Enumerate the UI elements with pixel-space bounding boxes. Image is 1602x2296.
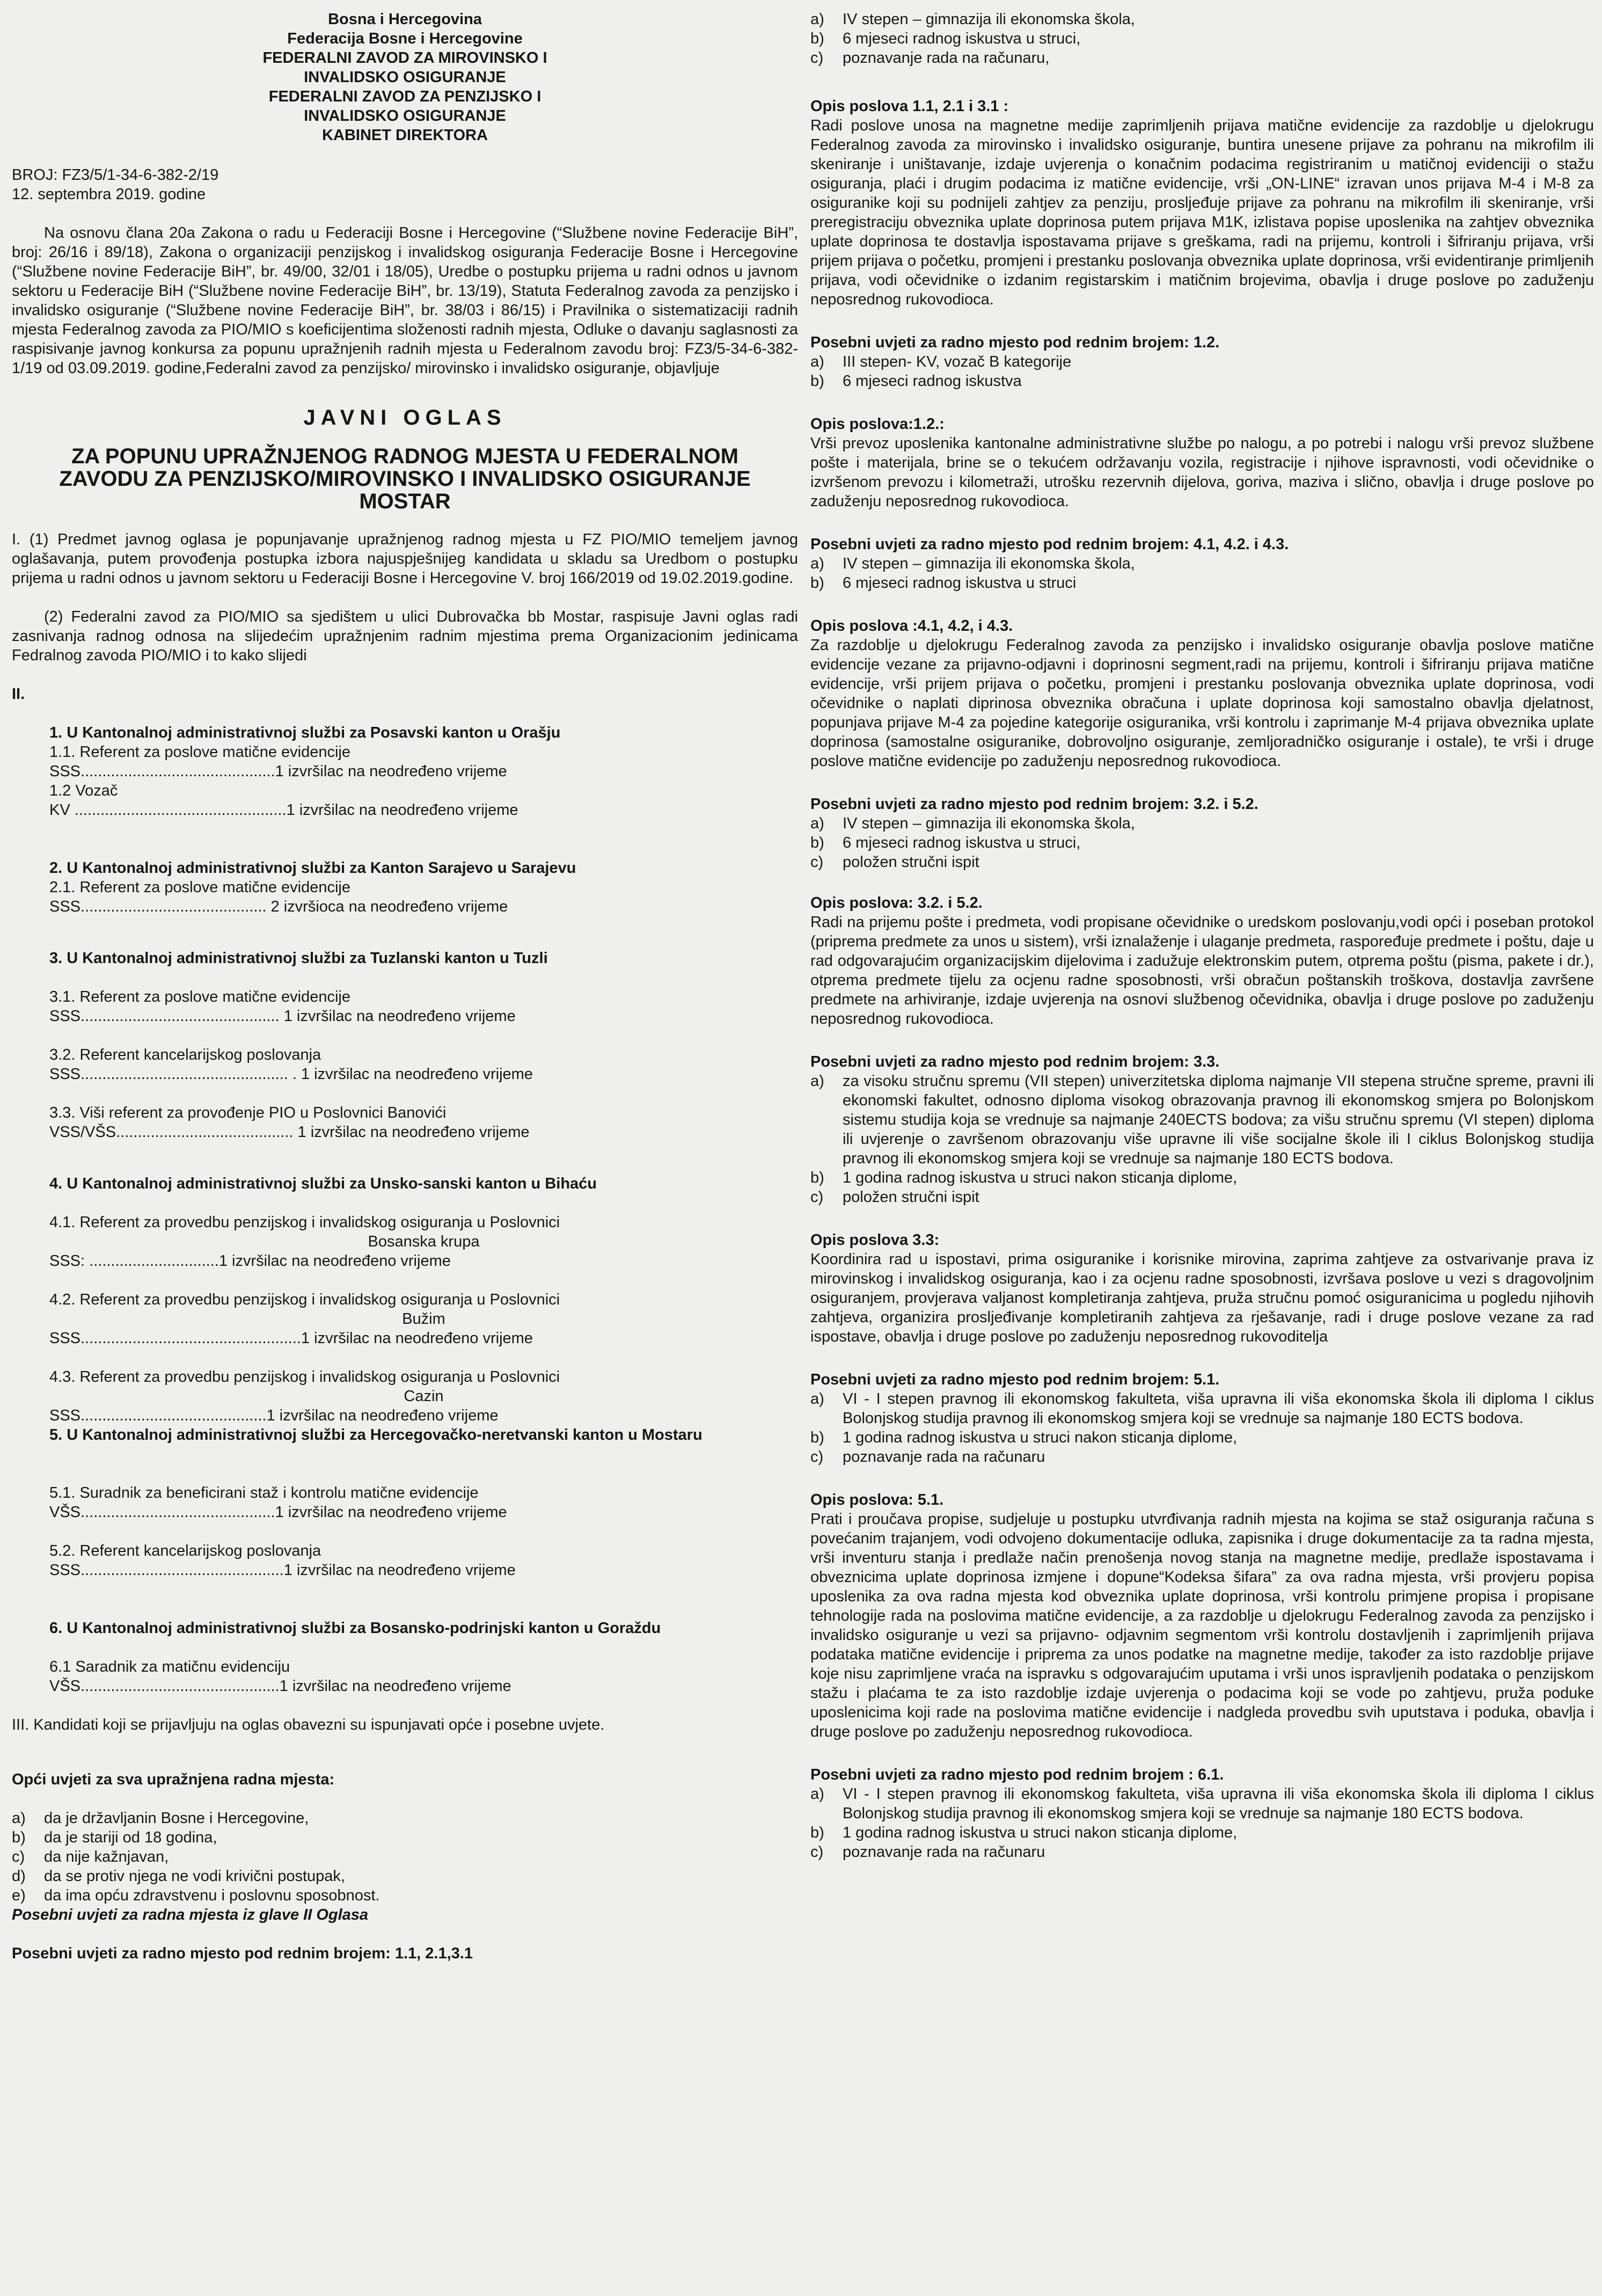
list-item <box>810 10 1594 29</box>
list-item <box>810 1447 1594 1467</box>
job-description-title: Opis poslova:1.2.: <box>810 416 945 433</box>
intro-paragraph: Na osnovu člana 20a Zakona o radu u Federaciji Bosne i Hercegovine (“Službene novine Federacije BiH”, broj: 26/16 i 89/18), Zakona o organizaciji penzijskog i invalidskog osiguranja Federacije Bosne i Hercegovine (“Službene novine Federacije BiH”, br. 49/00, 32/01 i 18/05), Uredbe o postupku prijema u radni odnos u javnom sektoru u Federacije BiH (“Službene novine Federacije BiH”, br. 13/19), Statuta Federalnog zavoda za penzijsko i invalidsko osiguranje (“Službene novine Federacije BiH”, br. 38/03 i 86/15) i Pravilnika o sistematizaciji radnih mjesta Federalnog zavoda za PIO/MIO s koeficijentima složenosti radnih mjesta, Odluke o davanju saglasnosti za raspisivanje javnog konkursa za popunu upražnjenih radnih mjesta u Federalnom zavodu broj: FZ3/5-34-6-382-1/19 od 03.09.2019. godine,Federalni zavod za penzijsko/ mirovinsko i invalidsko osiguranje, objavljuje <box>12 224 798 377</box>
list-item <box>12 1809 798 1828</box>
list-item <box>810 29 1594 48</box>
position-title: 1.1. Referent za poslove matične evidencije <box>49 744 350 761</box>
special-conditions-title: Posebni uvjeti za radno mjesto pod rednim brojem: 4.1, 4.2. i 4.3. <box>810 536 1289 553</box>
list-letter: c) <box>12 1848 25 1865</box>
unit-title: 4. U Kantonalnoj administrativnoj službi za Unsko-sanski kanton u Bihaću <box>49 1175 597 1192</box>
job-description-title: Opis poslova :4.1, 4.2, i 4.3. <box>810 617 1013 635</box>
job-description-title: Opis poslova 1.1, 2.1 i 3.1 : <box>810 98 1009 115</box>
list-letter: e) <box>12 1887 26 1904</box>
position-title: 4.2. Referent za provedbu penzijskog i invalidskog osiguranja u Poslovnici <box>49 1291 560 1308</box>
position-count: VSS/VŠS......................................... 1 izvršilac na neodređeno vrijeme <box>49 1124 530 1141</box>
header-line: INVALIDSKO OSIGURANJE <box>304 69 506 86</box>
header-line: KABINET DIREKTORA <box>322 127 488 144</box>
position-title: 3.3. Viši referent za provođenje PIO u Poslovnici Banovići <box>49 1104 447 1121</box>
list-text: za visoku stručnu spremu (VII stepen) univerzitetska diploma najmanje VII stepena stručne spreme, pravni ili ekonomski fakultet, odnosno diploma visokog obrazovanja pravnog ili ekonomskog smjera po Bolonjskom sistemu studija koja se vrednuje sa najmanje 240ECTS bodova; za višu stručnu spremu (VI stepen) diploma ili uvjerenje o završenom obrazovanju više upravne ili više socijalne škole ili I ciklus Bolonjskog studija pravnog ili ekonomskog smjera koji se vrednuje sa najmanje 180 ECTS bodova. <box>843 1073 1594 1167</box>
unit-sarajevo <box>12 858 798 916</box>
unit-bihac <box>12 1174 798 1425</box>
unit-title: 5. U Kantonalnoj administrativnoj službi za Hercegovačko-neretvanski kanton u Mostaru <box>49 1426 703 1444</box>
special-conditions-title: Posebni uvjeti za radno mjesto pod rednim brojem: 3.2. i 5.2. <box>810 796 1259 813</box>
list-letter: a) <box>12 1810 26 1827</box>
job-description-text: Radi poslove unosa na magnetne medije zaprimljenih prijava matične evidencije za razdoblje u djelokrugu Federalnog zavoda za mirovinsko i invalidsko osiguranje, buntira unesene prijave za pohranu na mikrofilm ili skeniranje i uništavanje, izdaje uvjerenja o konačnim podacima registriranim u matičnoj evidenciji o stažu osiguranja, plaći i drugim podacima iz matične evidencije, vrši „ON-LINE“ izravan unos prijava M-4 i M-8 za osiguranike koji su podnijeli zahtjev za penziju, prosljeđuje prijave za pohranu na mikrofilm ili skeniranje, vrši preregistraciju obveznika uplate doprinosa putem prijava M1K, izlistava popise uposlenika na zahtjev obveznika uplate doprinosa te dostavlja ispostavama prijave s greškama, radi na prijemu, kontroli i šifriranju prijava, vrši prijem prijava o početku, promjeni i prestanku poslovanja obveznika uplate doprinosa, vrši evidentiranje primljenih prijava, vodi očevidnike o izdanim registarskim i matičnim brojevima, obavlja i druge poslove po zaduženju neposrednog rukovodioca. <box>810 117 1594 308</box>
general-conditions <box>12 1770 798 1905</box>
job-description-title: Opis poslova 3.3: <box>810 1231 940 1249</box>
list-letter: c) <box>810 49 824 67</box>
header-line: INVALIDSKO OSIGURANJE <box>304 107 506 125</box>
unit-title: 3. U Kantonalnoj administrativnoj službi za Tuzlanski kanton u Tuzli <box>49 950 548 967</box>
position-title: 5.1. Suradnik za beneficirani staž i kontrolu matične evidencije <box>49 1484 479 1501</box>
list-text: 1 godina radnog iskustva u struci nakon sticanja diplome, <box>843 1824 1238 1841</box>
position-count: SSS...........................................1 izvršilac na neodređeno vrijeme <box>49 1407 499 1424</box>
header-line: Bosna i Hercegovina <box>328 11 482 28</box>
header-line: FEDERALNI ZAVOD ZA MIROVINSKO I <box>262 49 547 67</box>
list-text: VI - I stepen pravnog ili ekonomskog fakulteta, viša upravna ili viša ekonomska škola ili diploma I ciklus Bolonjskog studija pravnog ili ekonomskog smjera koji se vrednuje sa najmanje 180 ECTS bodova. <box>843 1390 1594 1427</box>
special-conditions-title: Posebni uvjeti za radno mjesto pod rednim brojem: 3.3. <box>810 1053 1220 1070</box>
list-letter: a) <box>810 815 824 832</box>
list-letter: b) <box>810 574 824 592</box>
document-number: BROJ: FZ3/5/1-34-6-382-2/19 <box>12 166 219 184</box>
list-item <box>810 554 1594 573</box>
list-item <box>810 352 1594 371</box>
general-conditions-title: Opći uvjeti za sva upražnjena radna mjesta: <box>12 1771 335 1788</box>
list-item <box>12 1886 798 1905</box>
list-letter: a) <box>810 11 824 28</box>
list-letter: b) <box>810 30 824 47</box>
position-location: Bužim <box>402 1310 445 1328</box>
list-letter: c) <box>810 1843 824 1861</box>
list-text: 6 mjeseci radnog iskustva u struci <box>843 574 1077 592</box>
special-conditions-heading: Posebni uvjeti za radna mjesta iz glave II Oglasa <box>12 1906 369 1923</box>
list-text: 6 mjeseci radnog iskustva <box>843 373 1022 390</box>
list-letter: c) <box>810 1189 824 1206</box>
list-item <box>810 1428 1594 1447</box>
position-location: Bosanska krupa <box>368 1233 480 1250</box>
unit-title: 1. U Kantonalnoj administrativnoj službi za Posavski kanton u Orašju <box>49 724 561 741</box>
announcement-subtitle: ZA POPUNU UPRAŽNJENOG RADNOG MJESTA U FEDERALNOM ZAVODU ZA PENZIJSKO/MIROVINSKO I INVALIDSKO OSIGURANJE MOSTAR <box>59 444 751 513</box>
list-item <box>810 1187 1594 1207</box>
list-text: da nije kažnjavan, <box>44 1848 169 1865</box>
list-letter: a) <box>810 353 824 370</box>
job-description-text: Koordinira rad u ispostavi, prima osiguranike i korisnike mirovina, zaprima zahtjeve za ostvarivanje prava iz mirovinskog i invalidskog osiguranja, kao i za ocjenu radne sposobnosti, izvršava poslove u vezi s dragovoljnim osiguranjem, provjerava valjanost kompletiranja zahtjeva, pruža stručnu pomoć osiguranicima u pogledu njihovih zahtjeva, organizira prosljeđivanje kompletiranih zahtjeva za rješavanje, radi i druge poslove vezane za rad ispostave, obavlja i druge poslove po zaduženju neposrednog rukovoditelja <box>810 1251 1594 1345</box>
position-count: SSS...............................................1 izvršilac na neodređeno vrijeme <box>49 1562 516 1579</box>
list-item <box>810 1072 1594 1168</box>
position-count: KV .................................................1 izvršilac na neodređeno vrijeme <box>49 801 518 819</box>
position-count: SSS: ..............................1 izvršilac na neodređeno vrijeme <box>49 1252 451 1270</box>
position-title: 3.1. Referent za poslove matične evidencije <box>49 988 350 1005</box>
list-text: položen stručni ispit <box>843 1189 979 1206</box>
unit-title: 2. U Kantonalnoj administrativnoj službi za Kanton Sarajevo u Sarajevu <box>49 859 576 877</box>
institution-header <box>12 10 798 145</box>
list-item <box>810 852 1594 872</box>
position-title: 1.2 Vozač <box>49 782 118 799</box>
job-description-text: Vrši prevoz uposlenika kantonalne administrativne službe po nalogu, a po potrebi i nalogu vrši prevoz službene pošte i materijala, brine se o tekućem održavanju vozila, registracije i njihove ispravnosti, vodi očevidnike o izvršenom prevozu i kilometraži, utrošku rezervnih dijelova, goriva, maziva i slično, obavlja i druge poslove po zaduženju neposrednog rukovodioca. <box>810 435 1594 510</box>
announcement-title: JAVNI OGLAS <box>303 406 507 429</box>
position-count: SSS........................................... 2 izvršioca na neodređeno vrijeme <box>49 898 508 915</box>
unit-mostar <box>12 1425 798 1580</box>
list-letter: c) <box>810 1448 824 1466</box>
position-count: SSS.............................................1 izvršilac na neodređeno vrijeme <box>49 763 507 780</box>
position-count: SSS...................................................1 izvršilac na neodređeno vrijeme <box>49 1330 533 1347</box>
left-column <box>12 10 798 1963</box>
position-count: VŠS..............................................1 izvršilac na neodređeno vrijeme <box>49 1678 511 1695</box>
list-item <box>810 1389 1594 1428</box>
list-text: poznavanje rada na računaru <box>843 1843 1045 1861</box>
conditions-1-1 <box>810 10 1594 68</box>
list-letter: a) <box>810 1785 824 1803</box>
list-text: 6 mjeseci radnog iskustva u struci, <box>843 30 1081 47</box>
list-text: poznavanje rada na računaru, <box>843 49 1050 67</box>
list-letter: b) <box>810 1169 824 1186</box>
position-title: 2.1. Referent za poslove matične evidencije <box>49 879 350 896</box>
list-item <box>810 814 1594 833</box>
unit-posavski <box>12 723 798 820</box>
list-text: da je stariji od 18 godina, <box>44 1829 217 1846</box>
list-letter: b) <box>810 1429 824 1446</box>
list-item <box>12 1828 798 1847</box>
job-description-text: Prati i proučava propise, sudjeluje u postupku utvrđivanja radnih mjesta na kojima se staž osiguranja računa s povećanim trajanjem, vodi odvojeno dokumentacije odluka, zapisnika i druge dokumentacije za ta radna mjesta, vrši inventuru stanja i predlaže način prenošenja novog stanja na magnetne medije, predlaže ispostavama i obveznicima uplate doprinosa izmjene i dopune“Kodeksa šifara” za ova radna mjesta, vrši provjeru popisa uposlenika za ova radna mjesta kod obveznika uplate doprinosa, vrši kontrolu primjene propisa i propisane tehnologije rada na poslovima matične evidencije, a za razdoblje u djelokrugu Federalnog zavoda za penzijsko i invalidsko osiguranje u vezi sa prijavno- odjavnim segmentom vrši kontrolu dostavljenih i zaprimljenih prijava podataka matične evidencije i priprema za unos podatke na magnetne medije, također za isto razdoblje prijave koje nisu zaprimljene vraća na ispravku s odgovarajućim uputama i vrši unos ispravljenih podataka o penzijskom stažu i plaćama te za isto razdoblje izdaje uvjerenja o podacima koji se vode po zahtjevu, pruža poduke uposlenicima koji rade na poslovima matične evidencije i nadgleda provedbu svih uputstava i poduka, obavlja i druge poslove po zaduženju neposrednog rukovodioca. <box>810 1511 1594 1740</box>
list-text: 6 mjeseci radnog iskustva u struci, <box>843 834 1081 851</box>
position-title: 6.1 Saradnik za matičnu evidenciju <box>49 1658 290 1675</box>
list-letter: b) <box>810 373 824 390</box>
position-title: 4.3. Referent za provedbu penzijskog i invalidskog osiguranja u Poslovnici <box>49 1368 560 1386</box>
list-item <box>810 573 1594 593</box>
right-column <box>810 10 1594 1862</box>
job-description-title: Opis poslova: 5.1. <box>810 1491 944 1508</box>
job-description-text: Za razdoblje u djelokrugu Federalnog zavoda za penzijsko i invalidsko osiguranje obavlja poslove matične evidencije vezane za prijavno-odjavni i doprinosni segment,radi na prijemu, kontroli i šifriranju prijava matične evidencije, vrši prijem prijava o početku, promjeni i prestanku poslovanja obveznika uplate doprinosa, vodi očevidnike o naplati diprinosa obveznika obračuna i uplate doprinosa koji samostalno obavlja djelatnost, popunjava prijave M-4 za pojedine kategorije osiguranika, vrši kontrolu i zaprimanje M-4 prijava obveznika uplate doprinosa (samostalne osiguranike, dobrovoljno osiguranje, zemljoradničko osiguranje i ostale), te vrši i druge poslove matične evidencije po zaduženju neposrednog rukovodioca. <box>810 637 1594 770</box>
list-item <box>810 48 1594 68</box>
special-conditions-title: Posebni uvjeti za radno mjesto pod rednim brojem: 1.1, 2.1,3.1 <box>12 1945 473 1962</box>
list-text: VI - I stepen pravnog ili ekonomskog fakulteta, viša upravna ili viša ekonomska škola ili diploma I ciklus Bolonjskog studija pravnog ili ekonomskog smjera koji se vrednuje sa najmanje 180 ECTS bodova. <box>843 1785 1594 1822</box>
list-text: IV stepen – gimnazija ili ekonomska škola, <box>843 11 1135 28</box>
position-location: Cazin <box>404 1388 444 1405</box>
list-item <box>810 1784 1594 1823</box>
job-description-title: Opis poslova: 3.2. i 5.2. <box>810 894 983 912</box>
list-text: IV stepen – gimnazija ili ekonomska škola, <box>843 815 1135 832</box>
list-letter: a) <box>810 1073 824 1090</box>
job-description-text: Radi na prijemu pošte i predmeta, vodi propisane očevidnike o uredskom poslovanju,vodi opći i poseban protokol (priprema predmete za unos u sistem), vrši iznalaženje i ulaganje predmeta, raspoređuje predmete i poštu, daje u rad odgovarajućim organizacijskim dijelovima i zadužuje elektronskim putem, otprema poštu (pisma, pakete i dr.), otprema predmete tijelu za ocjenu radne sposobnosti, vrši obračun poštanskih troškova, dostavlja završene predmete na arhiviranje, izdaje uvjerenja na osnovi službenog očevidnika, obavlja i druge poslove po zaduženju neposrednog rukovodioca. <box>810 914 1594 1027</box>
list-letter: c) <box>810 854 824 871</box>
list-item <box>810 371 1594 391</box>
list-item <box>810 1168 1594 1187</box>
special-conditions-title: Posebni uvjeti za radno mjesto pod rednim brojem: 1.2. <box>810 334 1220 351</box>
list-text: da je državljanin Bosne i Hercegovine, <box>44 1810 309 1827</box>
position-title: 5.2. Referent kancelarijskog poslovanja <box>49 1542 321 1559</box>
position-count: VŠS.............................................1 izvršilac na neodređeno vrijeme <box>49 1504 507 1521</box>
list-text: položen stručni ispit <box>843 854 979 871</box>
list-item <box>810 1842 1594 1862</box>
list-item <box>810 1823 1594 1842</box>
list-text: poznavanje rada na računaru <box>843 1448 1045 1466</box>
unit-tuzla <box>12 949 798 1142</box>
list-text: da se protiv njega ne vodi krivični postupak, <box>44 1868 345 1885</box>
list-item <box>12 1847 798 1867</box>
document-date: 12. septembra 2019. godine <box>12 186 206 203</box>
list-letter: d) <box>12 1868 26 1885</box>
special-conditions-title: Posebni uvjeti za radno mjesto pod rednim brojem: 5.1. <box>810 1371 1220 1388</box>
list-text: III stepen- KV, vozač B kategorije <box>843 353 1072 370</box>
list-item <box>12 1867 798 1886</box>
list-letter: b) <box>12 1829 26 1846</box>
list-text: da ima opću zdravstvenu i poslovnu sposobnost. <box>44 1887 380 1904</box>
section-II-label: II. <box>12 686 25 703</box>
header-line: FEDERALNI ZAVOD ZA PENZIJSKO I <box>268 88 542 105</box>
unit-title: 6. U Kantonalnoj administrativnoj službi za Bosansko-podrinjski kanton u Goraždu <box>49 1620 661 1637</box>
position-title: 4.1. Referent za provedbu penzijskog i invalidskog osiguranja u Poslovnici <box>49 1214 560 1231</box>
section-I-paragraph-2: (2) Federalni zavod za PIO/MIO sa sjedištem u ulici Dubrovačka bb Mostar, raspisuje Javni oglas radi zasnivanja radnog odnosa na slijedećim upražnjenim radnim mjestima prema Organizacionim jedinicama Fedralnog zavoda PIO/MIO i to kako slijedi <box>12 608 798 664</box>
list-text: IV stepen – gimnazija ili ekonomska škola, <box>843 555 1135 572</box>
special-conditions-title: Posebni uvjeti za radno mjesto pod rednim brojem : 6.1. <box>810 1766 1224 1783</box>
list-letter: b) <box>810 834 824 851</box>
header-line: Federacija Bosne i Hercegovine <box>287 30 523 47</box>
list-letter: a) <box>810 555 824 572</box>
list-text: 1 godina radnog iskustva u struci nakon sticanja diplome, <box>843 1169 1238 1186</box>
list-letter: b) <box>810 1824 824 1841</box>
unit-gorazde <box>12 1619 798 1696</box>
position-count: SSS................................................ . 1 izvršilac na neodređeno vrijeme <box>49 1066 533 1083</box>
section-I-paragraph-1: I. (1) Predmet javnog oglasa je popunjavanje upražnjenog radnog mjesta u FZ PIO/MIO temeljem javnog oglašavanja, putem provođenja postupka izbora najuspješnijeg kandidata u skladu sa Uredbom o postupku prijema u radni odnos u javnom sektoru u Federaciji Bosne i Hercegovine V. broj 166/2019 od 19.02.2019.godine. <box>12 531 798 587</box>
position-count: SSS.............................................. 1 izvršilac na neodređeno vrijeme <box>49 1008 516 1025</box>
list-letter: a) <box>810 1390 824 1408</box>
list-item <box>810 833 1594 852</box>
list-text: 1 godina radnog iskustva u struci nakon sticanja diplome, <box>843 1429 1238 1446</box>
position-title: 3.2. Referent kancelarijskog poslovanja <box>49 1046 321 1063</box>
section-III-paragraph: III. Kandidati koji se prijavljuju na oglas obavezni su ispunjavati opće i posebne uvjete. <box>12 1716 605 1733</box>
